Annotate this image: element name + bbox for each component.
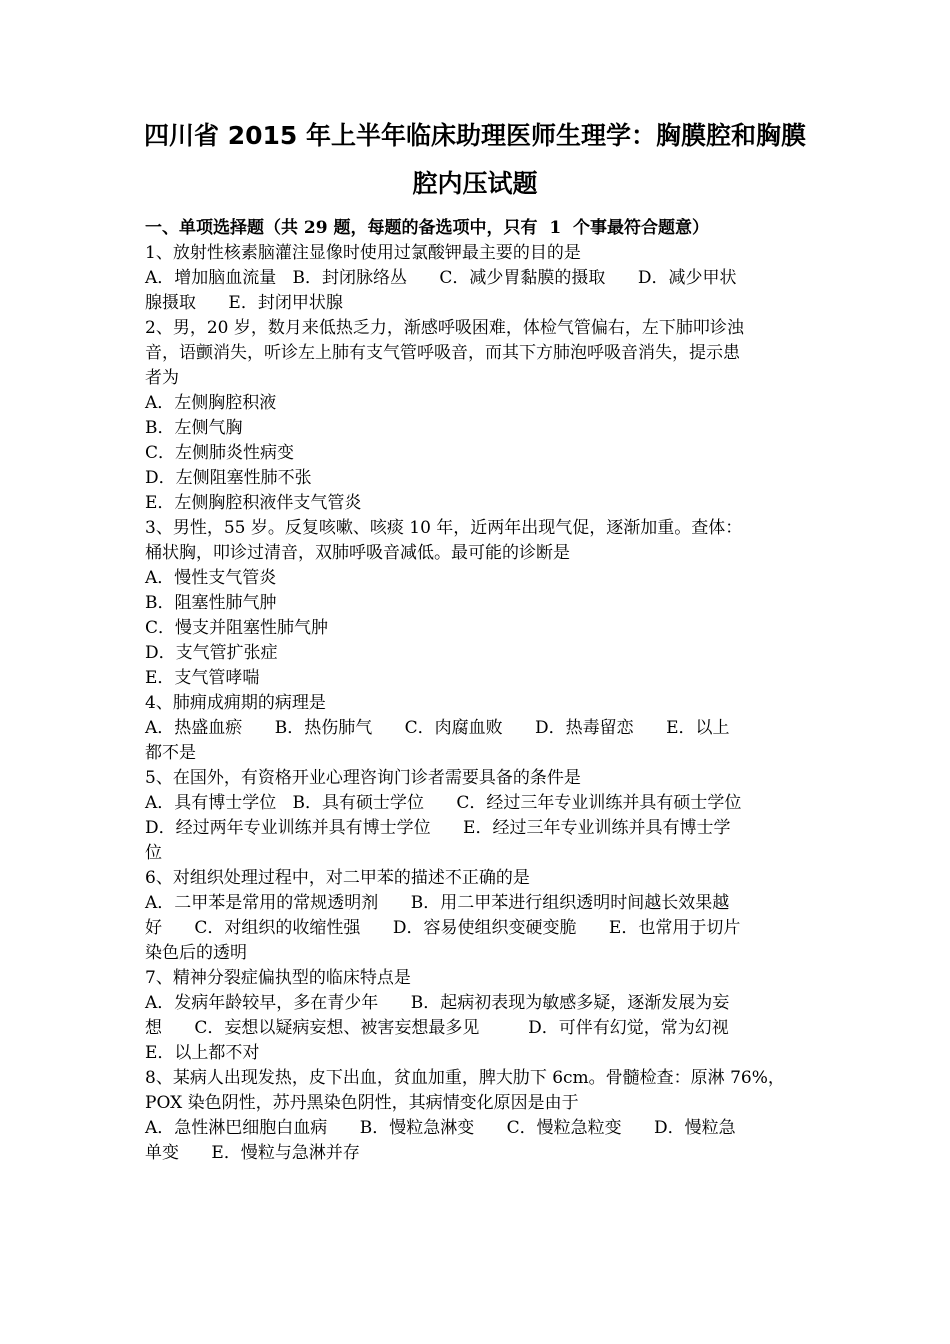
text-line: 染色后的透明 [145, 943, 247, 963]
text-line: B．左侧气胸 [145, 418, 243, 438]
text-line: B．阻塞性肺气肿 [145, 593, 277, 613]
text-line: 音，语颤消失，听诊左上肺有支气管呼吸音，而其下方肺泡呼吸音消失，提示患 [145, 343, 740, 363]
text-line: E．左侧胸腔积液伴支气管炎 [145, 493, 362, 513]
text-line: 3、男性，55 岁。反复咳嗽、咳痰 10 年，近两年出现气促，逐渐加重。查体： [145, 518, 743, 538]
text-line: 4、肺痈成痈期的病理是 [145, 693, 326, 713]
text-line: A．慢性支气管炎 [145, 568, 277, 588]
text-line: C．慢支并阻塞性肺气肿 [145, 618, 329, 638]
text-line: A．增加脑血流量 B．封闭脉络丛 C．减少胃黏膜的摄取 D．减少甲状 [145, 268, 737, 288]
text-line: 7、精神分裂症偏执型的临床特点是 [145, 968, 411, 988]
section-heading: 一、单项选择题（共 29 题，每题的备选项中，只有 1 个事最符合题意） [145, 218, 709, 238]
text-line: D．经过两年专业训练并具有博士学位 E．经过三年专业训练并具有博士学 [145, 818, 731, 838]
text-line: 6、对组织处理过程中，对二甲苯的描述不正确的是 [145, 868, 530, 888]
document-title [110, 112, 840, 208]
text-line: D．左侧阻塞性肺不张 [145, 468, 312, 488]
text-line: 好 C．对组织的收缩性强 D．容易使组织变硬变脆 E．也常用于切片 [145, 918, 741, 938]
text-line: A．热盛血瘀 B．热伤肺气 C．肉腐血败 D．热毒留恋 E．以上 [145, 718, 730, 738]
text-line: 位 [145, 843, 162, 863]
text-line: 桶状胸，叩诊过清音，双肺呼吸音减低。最可能的诊断是 [145, 543, 570, 563]
text-line: 单变 E．慢粒与急淋并存 [145, 1143, 360, 1163]
text-line: 2、男，20 岁，数月来低热乏力，渐感呼吸困难，体检气管偏右，左下肺叩诊浊 [145, 318, 744, 338]
text-line: A．二甲苯是常用的常规透明剂 B．用二甲苯进行组织透明时间越长效果越 [145, 893, 730, 913]
text-line: E．支气管哮喘 [145, 668, 260, 688]
text-line: 5、在国外，有资格开业心理咨询门诊者需要具备的条件是 [145, 768, 581, 788]
text-line: 者为 [145, 368, 179, 388]
text-line: E．以上都不对 [145, 1043, 260, 1063]
question-lines [145, 241, 815, 1166]
document-body [145, 216, 815, 1166]
text-line: A．具有博士学位 B．具有硕士学位 C．经过三年专业训练并具有硕士学位 [145, 793, 742, 813]
text-line: 想 C．妄想以疑病妄想、被害妄想最多见 D．可伴有幻觉，常为幻视 [145, 1018, 729, 1038]
text-line: D．支气管扩张症 [145, 643, 278, 663]
text-line: POX 染色阴性，苏丹黑染色阴性，其病情变化原因是由于 [145, 1093, 579, 1113]
text-line: 8、某病人出现发热，皮下出血，贫血加重，脾大肋下 6cm。骨髓检查：原淋 76%， [145, 1068, 785, 1088]
title-line-2: 腔内压试题 [412, 169, 538, 198]
text-line: A．左侧胸腔积液 [145, 393, 277, 413]
text-line: 都不是 [145, 743, 196, 763]
title-line-1: 四川省 2015 年上半年临床助理医师生理学：胸膜腔和胸膜 [144, 121, 806, 150]
text-line: 腺摄取 E．封闭甲状腺 [145, 293, 343, 313]
text-line: 1、放射性核素脑灌注显像时使用过氯酸钾最主要的目的是 [145, 243, 581, 263]
text-line: A．发病年龄较早，多在青少年 B．起病初表现为敏感多疑，逐渐发展为妄 [145, 993, 730, 1013]
text-line: C．左侧肺炎性病变 [145, 443, 295, 463]
text-line: A．急性淋巴细胞白血病 B．慢粒急淋变 C．慢粒急粒变 D．慢粒急 [145, 1118, 736, 1138]
